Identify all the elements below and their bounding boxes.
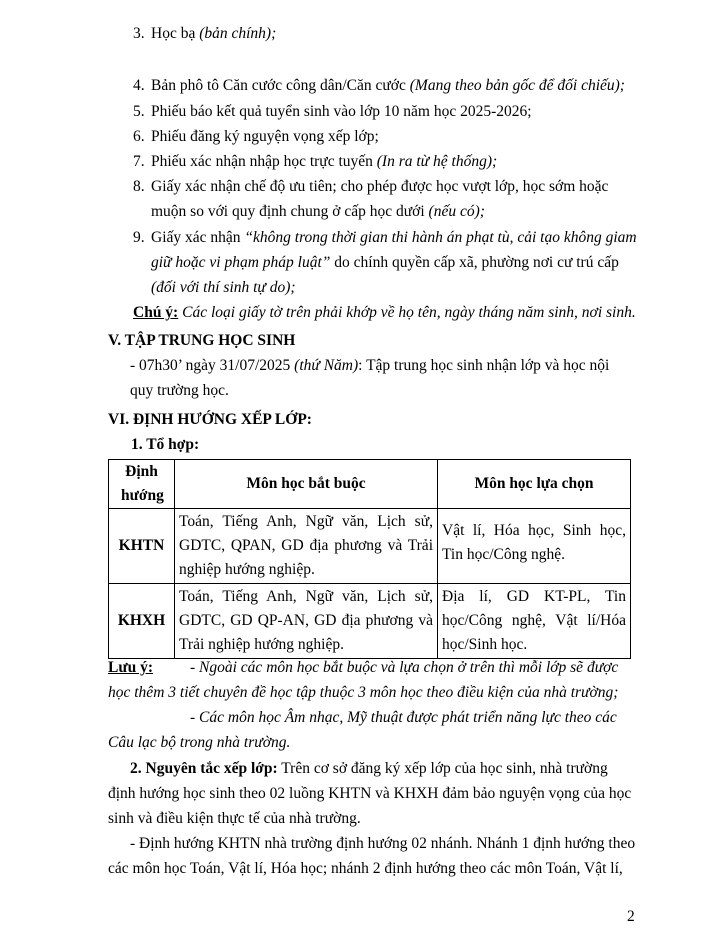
- item-number: 5.: [133, 103, 145, 120]
- item-text: Học bạ: [151, 25, 200, 42]
- table-cell-group: KHXH: [109, 584, 175, 659]
- luu-y-line1: Lưu ý: - Ngoài các môn học bắt buộc và lựa chọn ở trên thì mỗi lớp sẽ được: [108, 659, 619, 676]
- list-item-7: [133, 152, 498, 172]
- item-number: 6.: [133, 128, 145, 145]
- section-v-line2: quy trường học.: [130, 382, 229, 399]
- table-cell-elective: Địa lí, GD KT-PL, Tin học/Công nghệ, Vật lí/Hóa học/Sinh học.: [438, 584, 631, 659]
- luu-y-line3: - Các môn học Âm nhạc, Mỹ thuật được phát triển năng lực theo các: [190, 709, 617, 726]
- table-cell-required: Toán, Tiếng Anh, Ngữ văn, Lịch sử, GDTC, GD QP-AN, GD địa phương và Trải nghiệp hướng nghiệp.: [175, 584, 438, 659]
- item-number: 7.: [133, 153, 145, 170]
- table-header: Môn học lựa chọn: [438, 460, 631, 509]
- item-number: 3.: [133, 25, 145, 42]
- item-text: Giấy xác nhận chế độ ưu tiên; cho phép được học vượt lớp, học sớm hoặc: [151, 178, 609, 195]
- note-label: Chú ý:: [133, 304, 179, 321]
- page-number: 2: [627, 908, 635, 925]
- item-number: 4.: [133, 77, 145, 94]
- table-cell-elective: Vật lí, Hóa học, Sinh học, Tin học/Công nghệ.: [438, 509, 631, 584]
- table-cell-group: KHTN: [109, 509, 175, 584]
- item-number: 9.: [133, 229, 145, 246]
- item-text: Bản phô tô Căn cước công dân/Căn cước: [151, 77, 410, 94]
- note: [133, 303, 636, 323]
- luu-y-line2: học thêm 3 tiết chuyên đề học tập thuộc 3 môn học theo điều kiện của nhà trường;: [108, 684, 619, 701]
- note-text: Các loại giấy tờ trên phải khớp về họ tên, ngày tháng năm sinh, nơi sinh.: [178, 304, 636, 321]
- table-header: Môn học bắt buộc: [175, 460, 438, 509]
- list-item-9-cont: giữ hoặc vi phạm pháp luật” do chính quyền cấp xã, phường nơi cư trú cấp: [151, 254, 619, 271]
- table-row: [109, 584, 631, 659]
- table-header-row: [109, 460, 631, 509]
- nguyen-tac-line3: sinh và điều kiện thực tế của nhà trường.: [108, 810, 361, 827]
- section-v-title: V. TẬP TRUNG HỌC SINH: [108, 332, 296, 349]
- nguyen-tac-line2: định hướng học sinh theo 02 luồng KHTN và KHXH đảm bảo nguyện vọng của học: [108, 785, 632, 802]
- list-item-6: [133, 127, 379, 147]
- section-v-line1: - 07h30’ ngày 31/07/2025 (thứ Năm): Tập trung học sinh nhận lớp và học nội: [130, 357, 610, 374]
- list-item-9-cont2: (đối với thí sinh tự do);: [151, 279, 296, 296]
- paragraph-line2: các môn học Toán, Vật lí, Hóa học; nhánh 2 định hướng theo các môn Toán, Vật lí,: [108, 860, 623, 877]
- list-item-3: [133, 24, 277, 44]
- list-item-5: [133, 102, 532, 122]
- list-item-8-cont: muộn so với quy định chung ở cấp học dưới (nếu có);: [151, 203, 485, 220]
- item-number: 8.: [133, 178, 145, 195]
- section-vi-title: VI. ĐỊNH HƯỚNG XẾP LỚP:: [108, 411, 312, 428]
- item-text: Phiếu báo kết quả tuyển sinh vào lớp 10 năm học 2025-2026;: [151, 103, 532, 120]
- table-row: [109, 509, 631, 584]
- subject-group-table: [108, 459, 631, 659]
- table-header: Định hướng: [109, 460, 175, 509]
- table-cell-required: Toán, Tiếng Anh, Ngữ văn, Lịch sử, GDTC, QPAN, GD địa phương và Trải nghiệp hướng nghiệp.: [175, 509, 438, 584]
- nguyen-tac-label: 2. Nguyên tắc xếp lớp:: [130, 760, 278, 777]
- item-note: (Mang theo bản gốc để đối chiếu);: [409, 77, 625, 94]
- luu-y-label: Lưu ý:: [108, 659, 154, 676]
- item-text: Phiếu xác nhận nhập học trực tuyến: [151, 153, 377, 170]
- paragraph-line1: - Định hướng KHTN nhà trường định hướng 02 nhánh. Nhánh 1 định hướng theo: [130, 835, 636, 852]
- item-note: (In ra từ hệ thống);: [376, 153, 498, 170]
- list-item-9: 9. Giấy xác nhận “không trong thời gian thi hành án phạt tù, cải tạo không giam: [133, 229, 637, 246]
- list-item-8: [133, 177, 609, 197]
- list-item-4: [133, 76, 625, 96]
- item-text: Phiếu đăng ký nguyện vọng xếp lớp;: [151, 128, 379, 145]
- item-note: (bản chính);: [199, 25, 277, 42]
- nguyen-tac-line1: 2. Nguyên tắc xếp lớp: Trên cơ sở đăng ký xếp lớp của học sinh, nhà trường: [130, 760, 608, 777]
- subheading-to-hop: 1. Tổ hợp:: [131, 436, 200, 453]
- luu-y-line4: Câu lạc bộ trong nhà trường.: [108, 734, 291, 751]
